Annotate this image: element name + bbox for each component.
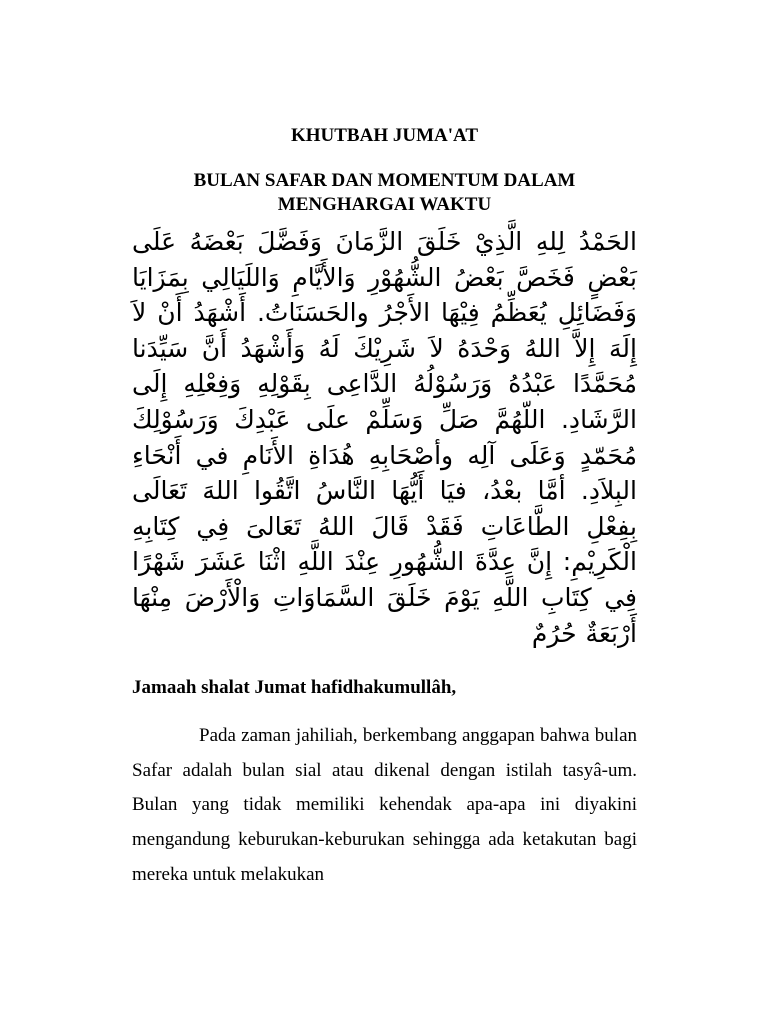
document-subtitle: BULAN SAFAR DAN MOMENTUM DALAM MENGHARGAI WAKTU [193, 170, 576, 215]
body-paragraph: Pada zaman jahiliah, berkembang anggapan bahwa bulan Safar adalah bulan sial atau dikenal dengan istilah tasyâ-um. Bulan yang tidak memiliki kehendak apa-apa ini diyakini mengandung keburukan-keburukan sehingga ada ketakutan bagi mereka untuk melakukan [132, 725, 637, 885]
document-title: KHUTBAH JUMA'AT [290, 125, 478, 146]
arabic-opening-text: الحَمْدُ لِلهِ الَّذِيْ خَلَقَ الزَّمَانَ وَفَضَّلَ بَعْضَهُ عَلَى بَعْضٍ فَخَصَّ بَعْضُ الشُّهُوْرِ وَالأَيَّامِ وَاللَيَالِي بِمَزَايَا وَفَضَائِلِ يُعَظِّمُ فِيْهَا الأَجْرُ والحَسَنَاتُ. أَشْهَدُ أَنْ لاَ إِلَهَ إِلاَّ اللهُ وَحْدَهُ لاَ شَرِيْكَ لَهُ وَأَشْهَدُ أَنَّ سَيِّدَنا مُحَمَّدًا عَبْدُهُ وَرَسُوْلُهُ الدَّاعِى بِقَوْلِهِ وَفِعْلِهِ إِلَى الرَّشَادِ. اللّهُمَّ صَلِّ وَسَلِّمْ علَى عَبْدِكَ وَرَسُوْلِكَ مُحَمّدٍ وَعَلَى آلِه وأصْحَابِهِ هُدَاةِ الأَنَامِ في أَنْحَاءِ البِلاَدِ. أمَّا بعْدُ، فيَا أَيُّهَا النَّاسُ اتَّقُوا اللهَ تَعَالَى بِفِعْلِ الطَّاعَاتِ فَقَدْ قَالَ اللهُ تَعَالىَ فِي كِتَابِهِ الْكَرِيْمِ: إِنَّ عِدَّةَ الشُّهُورِ عِنْدَ اللَّهِ اثْنَا عَشَرَ شَهْرًا فِي كِتَابِ اللَّهِ يَوْمَ خَلَقَ السَّمَاوَاتِ وَالْأَرْضَ مِنْهَا أَرْبَعَةٌ حُرُمٌ [132, 227, 637, 648]
salutation-heading: Jamaah shalat Jumat hafidhakumullâh, [132, 677, 457, 699]
document-page [132, 118, 637, 911]
